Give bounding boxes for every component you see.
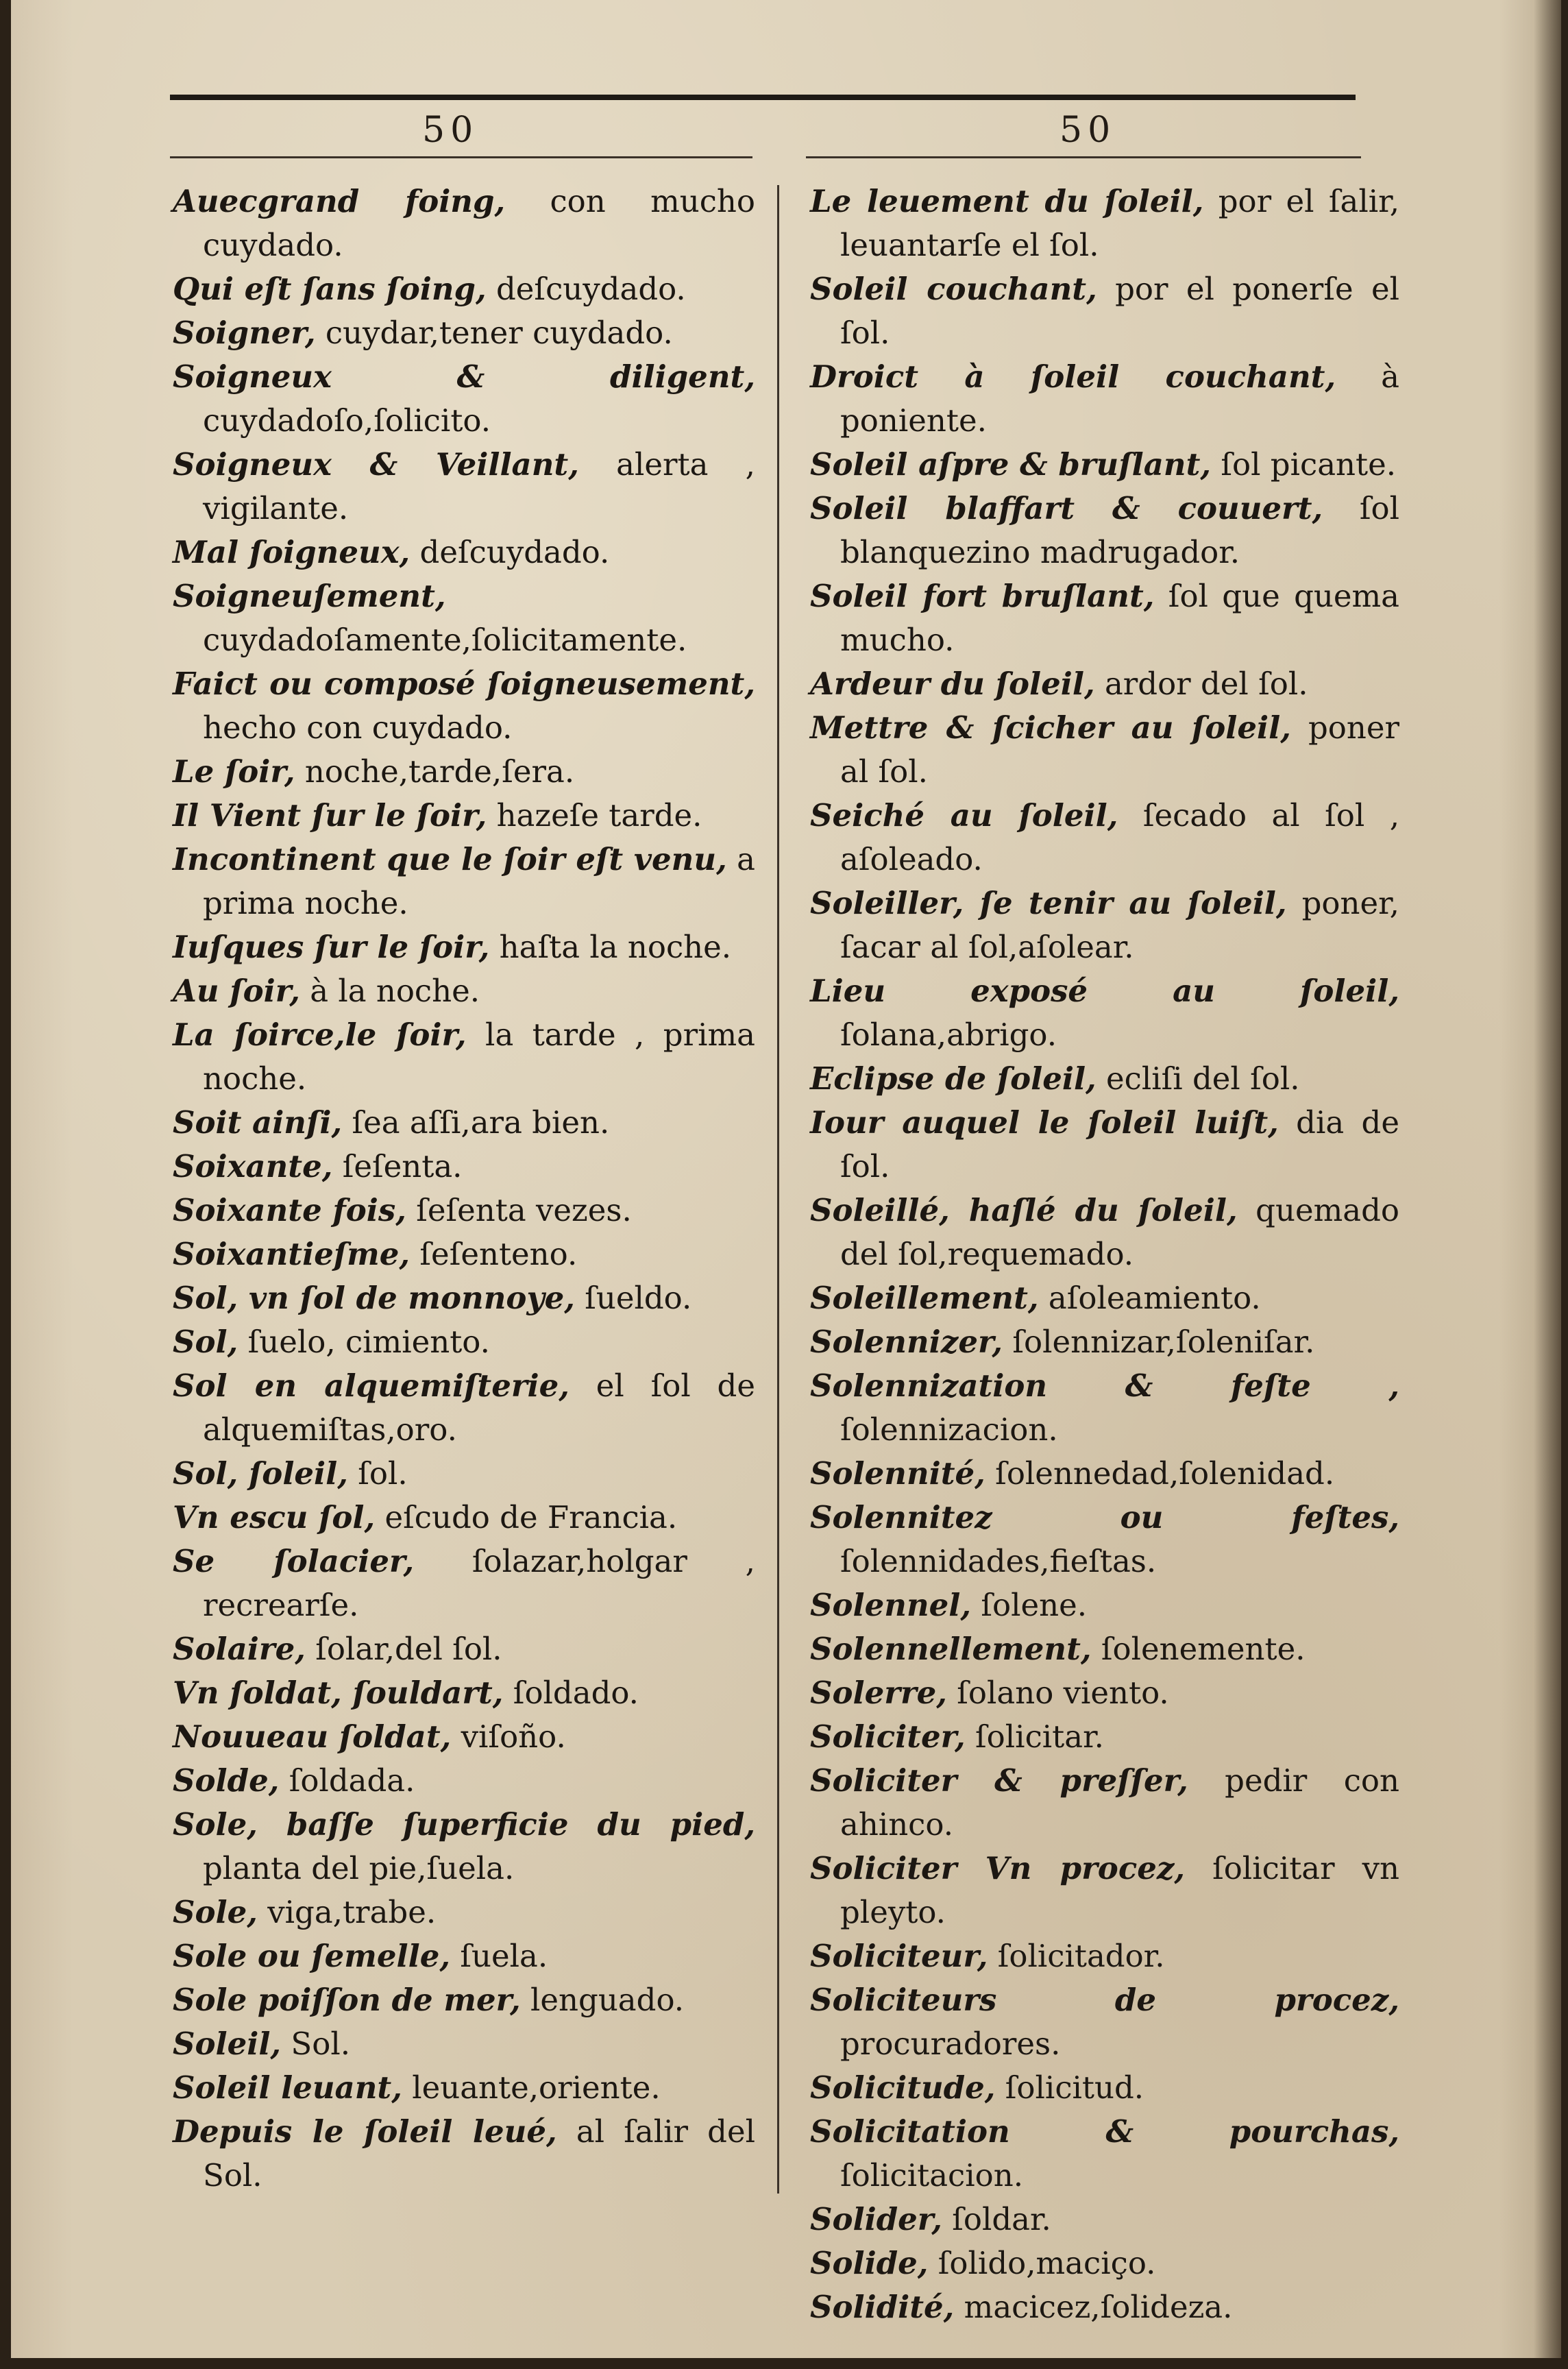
french-headword: Soleil couchant, bbox=[810, 271, 1097, 307]
dictionary-entry bbox=[173, 2022, 755, 2066]
spanish-translation: ecliſi del ſol. bbox=[1106, 1060, 1300, 1097]
french-headword: Solennité, bbox=[810, 1455, 985, 1492]
spanish-translation: ſoldado. bbox=[513, 1675, 639, 1711]
french-headword: La ſoirce,le ſoir, bbox=[173, 1017, 467, 1053]
dictionary-entry bbox=[810, 706, 1399, 794]
dictionary-entry bbox=[173, 925, 755, 969]
spanish-translation: pedir con ahinco. bbox=[840, 1762, 1399, 1843]
dictionary-entry bbox=[173, 1145, 755, 1189]
spanish-translation: Sol. bbox=[291, 2026, 351, 2062]
french-headword: Depuis le ſoleil leué, bbox=[173, 2113, 557, 2150]
spanish-translation: eſcudo de Francia. bbox=[384, 1499, 678, 1535]
french-headword: Faict ou composé ſoigneusement, bbox=[173, 666, 755, 702]
french-headword: Sol en alquemiſterie, bbox=[173, 1368, 569, 1404]
dictionary-entry bbox=[173, 1934, 755, 1978]
spanish-translation: ſolennizacion. bbox=[840, 1411, 1058, 1448]
spanish-translation: planta del pie,ſuela. bbox=[203, 1850, 515, 1886]
dictionary-entry bbox=[173, 1715, 755, 1759]
dictionary-entry bbox=[173, 969, 755, 1013]
french-headword: Soleil aſpre & bruſlant, bbox=[810, 446, 1212, 483]
french-headword: Se ſolacier, bbox=[173, 1543, 415, 1579]
spanish-translation: macicez,ſolideza. bbox=[964, 2289, 1233, 2325]
dictionary-entry bbox=[810, 794, 1399, 882]
page-edge-shadow bbox=[1534, 0, 1561, 2358]
french-headword: Solde, bbox=[173, 1762, 280, 1799]
french-headword: Soixante, bbox=[173, 1148, 333, 1184]
spanish-translation: ſolicitador. bbox=[997, 1938, 1165, 1974]
french-headword: Solennization & feſte , bbox=[810, 1368, 1399, 1404]
spanish-translation: ſea aſſi,ara bien. bbox=[352, 1104, 610, 1141]
spanish-translation: ſuelo, cimiento. bbox=[247, 1324, 490, 1360]
spanish-translation: alerta , vigilante. bbox=[203, 446, 755, 526]
french-headword: Soigneuſement, bbox=[173, 578, 446, 614]
dictionary-entry bbox=[810, 267, 1399, 355]
dictionary-entry bbox=[173, 1232, 755, 1276]
french-headword: Qui eſt ſans ſoing, bbox=[173, 271, 487, 307]
spanish-translation: ſuela. bbox=[460, 1938, 548, 1974]
french-headword: Sole, bbox=[173, 1894, 258, 1930]
french-headword: Iuſques ſur le ſoir, bbox=[173, 929, 490, 965]
dictionary-entry bbox=[173, 1671, 755, 1715]
french-headword: Soleil blaffart & couuert, bbox=[810, 490, 1323, 526]
spanish-translation: hecho con cuydado. bbox=[203, 709, 513, 746]
dictionary-entry bbox=[173, 180, 755, 267]
french-headword: Iour auquel le ſoleil luiſt, bbox=[810, 1104, 1279, 1141]
french-headword: Solaire, bbox=[173, 1631, 306, 1667]
spanish-translation: ſueldo. bbox=[585, 1280, 692, 1316]
spanish-translation: viſoño. bbox=[461, 1718, 566, 1755]
dictionary-entry bbox=[173, 531, 755, 574]
spanish-translation: ſolana,abrigo. bbox=[840, 1017, 1057, 1053]
spanish-translation: hazeſe tarde. bbox=[496, 797, 702, 834]
header-rule bbox=[170, 95, 1356, 100]
spanish-translation: à poniente. bbox=[840, 359, 1399, 439]
dictionary-entry bbox=[173, 1759, 755, 1803]
spanish-translation: ſolicitacion. bbox=[840, 2157, 1024, 2194]
dictionary-entry bbox=[173, 1189, 755, 1232]
dictionary-entry bbox=[810, 1276, 1399, 1320]
french-headword: Soixantieſme, bbox=[173, 1236, 411, 1272]
right-subheader-rule bbox=[806, 156, 1361, 158]
dictionary-entry bbox=[173, 1013, 755, 1101]
french-headword: Il Vient ſur le ſoir, bbox=[173, 797, 487, 834]
spanish-translation: ſolicitud. bbox=[1005, 2069, 1144, 2106]
french-headword: Eclipse de ſoleil, bbox=[810, 1060, 1097, 1097]
french-headword: Le ſoir, bbox=[173, 753, 295, 790]
spanish-translation: aſoleamiento. bbox=[1048, 1280, 1261, 1316]
dictionary-entry bbox=[173, 750, 755, 794]
french-headword: Soigner, bbox=[173, 315, 316, 351]
french-headword: Sole ou ſemelle, bbox=[173, 1938, 451, 1974]
dictionary-entry bbox=[173, 267, 755, 311]
french-headword: Soigneux & diligent, bbox=[173, 359, 755, 395]
french-headword: Nouueau ſoldat, bbox=[173, 1718, 452, 1755]
dictionary-page bbox=[11, 0, 1561, 2358]
dictionary-entry bbox=[810, 1057, 1399, 1101]
spanish-translation: ſolazar,holgar , recrearſe. bbox=[203, 1543, 755, 1623]
dictionary-entry bbox=[173, 1496, 755, 1540]
french-headword: Sole, baſſe ſuperficie du pied, bbox=[173, 1806, 755, 1843]
spanish-translation: por el ſalir, leuantarſe el ſol. bbox=[840, 183, 1400, 263]
french-headword: Soixante fois, bbox=[173, 1192, 406, 1228]
french-headword: Soleillé, haſlé du ſoleil, bbox=[810, 1192, 1238, 1228]
dictionary-entry bbox=[810, 1364, 1399, 1452]
dictionary-entry bbox=[173, 662, 755, 750]
french-headword: Vn ſoldat, ſouldart, bbox=[173, 1675, 504, 1711]
dictionary-entry bbox=[173, 1320, 755, 1364]
spanish-translation: con mucho cuydado. bbox=[203, 183, 755, 263]
spanish-translation: poner, ſacar al ſol,aſolear. bbox=[840, 885, 1399, 965]
spanish-translation: ſol que quema mucho. bbox=[840, 578, 1399, 658]
spanish-translation: por el ponerſe el ſol. bbox=[840, 271, 1399, 351]
french-headword: Lieu exposé au ſoleil, bbox=[810, 973, 1399, 1009]
dictionary-entry bbox=[173, 1627, 755, 1671]
spanish-translation: ſolennidades,fieſtas. bbox=[840, 1543, 1157, 1579]
dictionary-entry bbox=[810, 1101, 1399, 1189]
spanish-translation: ſolennedad,ſolenidad. bbox=[995, 1455, 1335, 1492]
dictionary-entry bbox=[173, 1540, 755, 1627]
french-headword: Solennitez ou feſtes, bbox=[810, 1499, 1399, 1535]
dictionary-entry bbox=[810, 1583, 1399, 1627]
dictionary-entry bbox=[810, 1934, 1399, 1978]
french-headword: Solennellement, bbox=[810, 1631, 1092, 1667]
dictionary-entry bbox=[810, 1715, 1399, 1759]
spanish-translation: à la noche. bbox=[310, 973, 480, 1009]
spanish-translation: el ſol de alquemiſtas,oro. bbox=[203, 1368, 755, 1448]
spanish-translation: ſeſenta. bbox=[342, 1148, 463, 1184]
french-headword: Solennizer, bbox=[810, 1324, 1003, 1360]
spanish-translation: la tarde , prima noche. bbox=[203, 1017, 755, 1097]
dictionary-entry bbox=[810, 1978, 1399, 2066]
french-headword: Soleil fort bruſlant, bbox=[810, 578, 1155, 614]
dictionary-entry bbox=[810, 487, 1399, 574]
spanish-translation: cuydadoſamente,ſolicitamente. bbox=[203, 622, 687, 658]
french-headword: Soleil leuant, bbox=[173, 2069, 402, 2106]
french-headword: Soleil, bbox=[173, 2026, 282, 2062]
spanish-translation: ſolicitar vn pleyto. bbox=[840, 1850, 1399, 1930]
dictionary-entry bbox=[173, 838, 755, 925]
french-headword: Au ſoir, bbox=[173, 973, 300, 1009]
dictionary-entry bbox=[173, 1364, 755, 1452]
spanish-translation: ſecado al ſol , aſoleado. bbox=[840, 797, 1399, 877]
dictionary-entry bbox=[810, 1759, 1399, 1847]
spanish-translation: ſolano viento. bbox=[957, 1675, 1169, 1711]
spanish-translation: dia de ſol. bbox=[840, 1104, 1399, 1184]
right-column bbox=[810, 180, 1399, 2329]
spanish-translation: al ſalir del Sol. bbox=[203, 2113, 756, 2194]
french-headword: Incontinent que le ſoir eſt venu, bbox=[173, 841, 727, 877]
right-page-number: 50 bbox=[1059, 110, 1116, 151]
dictionary-entry bbox=[810, 969, 1399, 1057]
dictionary-entry bbox=[810, 1452, 1399, 1496]
spanish-translation: ſeſenta vezes. bbox=[416, 1192, 632, 1228]
dictionary-entry bbox=[810, 1671, 1399, 1715]
french-headword: Solerre, bbox=[810, 1675, 947, 1711]
dictionary-entry bbox=[173, 1978, 755, 2022]
french-headword: Sol, bbox=[173, 1324, 238, 1360]
spanish-translation: ſolicitar. bbox=[975, 1718, 1104, 1755]
spanish-translation: cuydar,tener cuydado. bbox=[325, 315, 673, 351]
spanish-translation: haſta la noche. bbox=[499, 929, 732, 965]
spanish-translation: ſol. bbox=[358, 1455, 408, 1492]
french-headword: Mettre & ſcicher au ſoleil, bbox=[810, 709, 1291, 746]
dictionary-entry bbox=[173, 1452, 755, 1496]
spanish-translation: ſoldar. bbox=[952, 2201, 1051, 2237]
dictionary-entry bbox=[173, 1101, 755, 1145]
dictionary-entry bbox=[810, 662, 1399, 706]
spanish-translation: ſol picante. bbox=[1221, 446, 1397, 483]
dictionary-entry bbox=[810, 574, 1399, 662]
dictionary-entry bbox=[173, 311, 755, 355]
spanish-translation: lenguado. bbox=[530, 1982, 685, 2018]
spanish-translation: ardor del ſol. bbox=[1104, 666, 1308, 702]
spanish-translation: ſolenemente. bbox=[1101, 1631, 1306, 1667]
spanish-translation: deſcuydado. bbox=[495, 271, 686, 307]
spanish-translation: viga,trabe. bbox=[267, 1894, 437, 1930]
french-headword: Soliciteur, bbox=[810, 1938, 988, 1974]
french-headword: Le leuement du ſoleil, bbox=[810, 183, 1204, 219]
french-headword: Sol, vn ſol de monnoye, bbox=[173, 1280, 575, 1316]
french-headword: Soliciter, bbox=[810, 1718, 966, 1755]
french-headword: Sol, ſoleil, bbox=[173, 1455, 348, 1492]
french-headword: Soleiller, ſe tenir au ſoleil, bbox=[810, 885, 1287, 921]
french-headword: Auecgrand foing, bbox=[173, 183, 506, 219]
french-headword: Solicitude, bbox=[810, 2069, 996, 2106]
dictionary-entry bbox=[173, 1891, 755, 1934]
left-page-number: 50 bbox=[422, 110, 479, 151]
spanish-translation: a prima noche. bbox=[203, 841, 755, 921]
french-headword: Ardeur du ſoleil, bbox=[810, 666, 1095, 702]
dictionary-entry bbox=[810, 443, 1399, 487]
dictionary-entry bbox=[173, 2066, 755, 2110]
spanish-translation: leuante,oriente. bbox=[412, 2069, 661, 2106]
dictionary-entry bbox=[173, 443, 755, 531]
dictionary-entry bbox=[810, 355, 1399, 443]
french-headword: Soliciter & preſſer, bbox=[810, 1762, 1188, 1799]
french-headword: Solidité, bbox=[810, 2289, 955, 2325]
french-headword: Vn escu ſol, bbox=[173, 1499, 376, 1535]
dictionary-entry bbox=[810, 1847, 1399, 1934]
left-subheader-rule bbox=[170, 156, 752, 158]
french-headword: Soigneux & Veillant, bbox=[173, 446, 579, 483]
dictionary-entry bbox=[810, 1320, 1399, 1364]
french-headword: Mal ſoigneux, bbox=[173, 534, 411, 570]
french-headword: Sole poiſſon de mer, bbox=[173, 1982, 521, 2018]
spanish-translation: ſolar,del ſol. bbox=[315, 1631, 502, 1667]
dictionary-entry bbox=[810, 180, 1399, 267]
dictionary-entry bbox=[173, 574, 755, 662]
spanish-translation: ſolennizar,ſoleniſar. bbox=[1012, 1324, 1315, 1360]
spanish-translation: ſol blanquezino madrugador. bbox=[840, 490, 1399, 570]
french-headword: Soit ainſi, bbox=[173, 1104, 343, 1141]
dictionary-entry bbox=[173, 2110, 755, 2198]
spanish-translation: ſolene. bbox=[981, 1587, 1088, 1623]
dictionary-entry bbox=[810, 2242, 1399, 2285]
dictionary-entry bbox=[173, 355, 755, 443]
french-headword: Soliciter Vn procez, bbox=[810, 1850, 1186, 1886]
dictionary-entry bbox=[810, 2285, 1399, 2329]
dictionary-entry bbox=[810, 2110, 1399, 2198]
dictionary-entry bbox=[173, 1803, 755, 1891]
left-column bbox=[173, 180, 755, 2198]
spanish-translation: ſoldada. bbox=[289, 1762, 415, 1799]
spanish-translation: ſeſenteno. bbox=[419, 1236, 578, 1272]
french-headword: Solider, bbox=[810, 2201, 942, 2237]
spanish-translation: poner al ſol. bbox=[840, 709, 1399, 790]
column-divider bbox=[777, 185, 779, 2194]
dictionary-entry bbox=[810, 1189, 1399, 1276]
french-headword: Droict à ſoleil couchant, bbox=[810, 359, 1336, 395]
spanish-translation: deſcuydado. bbox=[419, 534, 610, 570]
dictionary-entry bbox=[810, 2198, 1399, 2242]
french-headword: Solennel, bbox=[810, 1587, 972, 1623]
spanish-translation: procuradores. bbox=[840, 2026, 1061, 2062]
french-headword: Soleillement, bbox=[810, 1280, 1039, 1316]
french-headword: Solicitation & pourchas, bbox=[810, 2113, 1399, 2150]
french-headword: Seiché au ſoleil, bbox=[810, 797, 1118, 834]
spanish-translation: quemado del ſol,requemado. bbox=[840, 1192, 1399, 1272]
dictionary-entry bbox=[810, 882, 1399, 969]
dictionary-entry bbox=[810, 1627, 1399, 1671]
spanish-translation: cuydadoſo,ſolicito. bbox=[203, 402, 491, 439]
dictionary-entry bbox=[810, 2066, 1399, 2110]
french-headword: Solide, bbox=[810, 2245, 929, 2281]
dictionary-entry bbox=[173, 794, 755, 838]
dictionary-entry bbox=[173, 1276, 755, 1320]
dictionary-entry bbox=[810, 1496, 1399, 1583]
spanish-translation: noche,tarde,ſera. bbox=[304, 753, 575, 790]
spanish-translation: ſolido,maciço. bbox=[938, 2245, 1156, 2281]
french-headword: Soliciteurs de procez, bbox=[810, 1982, 1399, 2018]
